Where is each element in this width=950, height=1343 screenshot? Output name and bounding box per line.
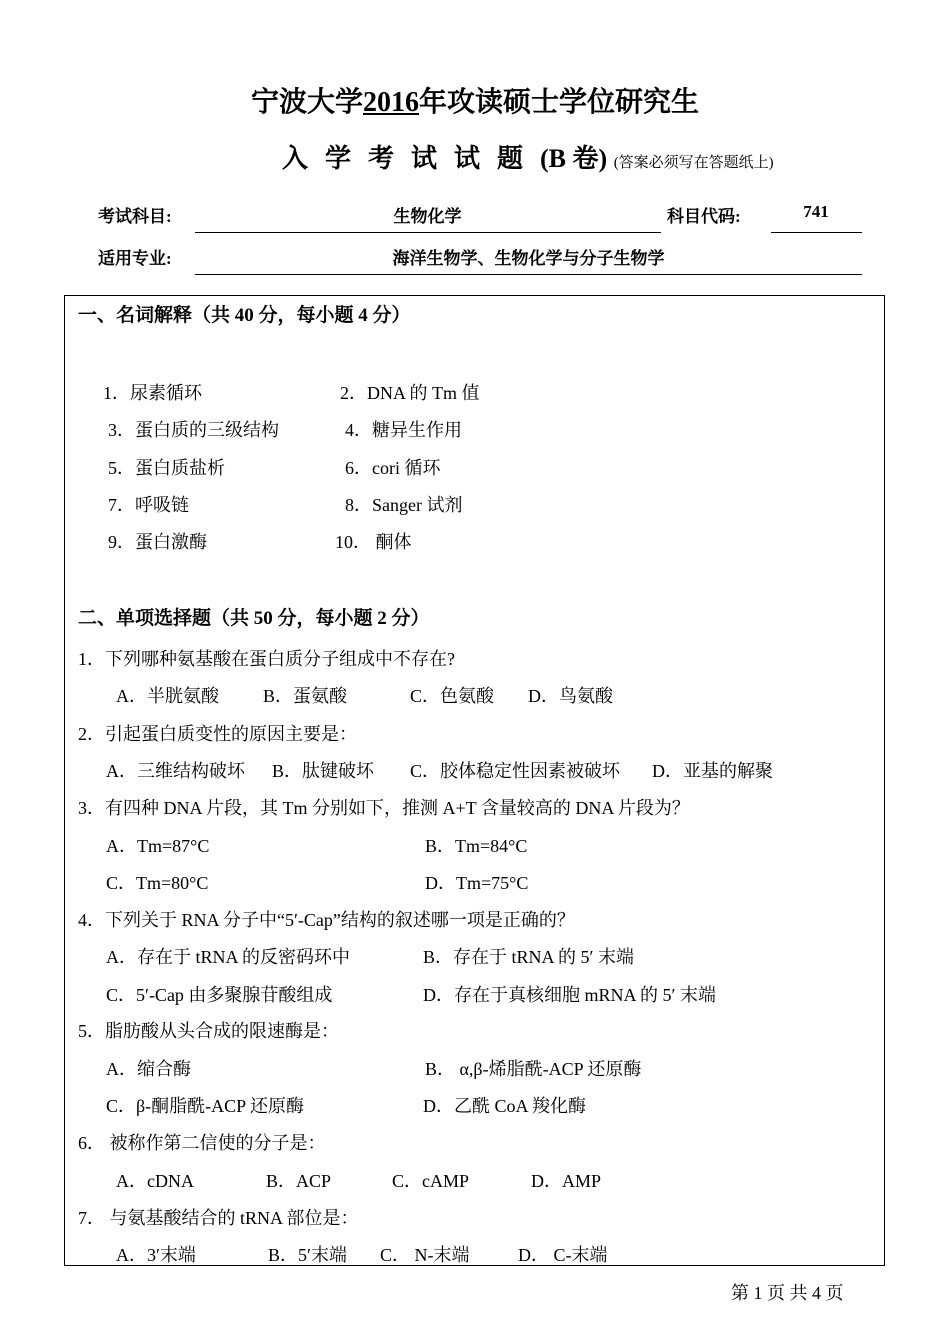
- subject-label: 考试科目:: [98, 207, 172, 226]
- option: D．乙酰 CoA 羧化酶: [423, 1096, 587, 1116]
- title-suffix: 年攻读硕士学位研究生: [419, 87, 700, 118]
- option: B．ACP: [266, 1171, 332, 1191]
- option: B．蛋氨酸: [263, 686, 348, 706]
- code-value: 741: [803, 202, 829, 221]
- option: B． α,β-烯脂酰-ACP 还原酶: [425, 1059, 642, 1079]
- subject-value: 生物化学: [393, 207, 462, 226]
- term-item: 2．DNA 的 Tm 值: [340, 383, 480, 403]
- major-underline: [195, 274, 862, 275]
- option: C．5′-Cap 由多聚腺苷酸组成: [106, 985, 333, 1005]
- option: C．色氨酸: [410, 686, 495, 706]
- subtitle-text: 入学考试试题: [282, 144, 541, 173]
- option: C．胶体稳定性因素被破坏: [410, 761, 621, 781]
- option: A．存在于 tRNA 的反密码环中: [106, 947, 351, 967]
- option: A．cDNA: [116, 1171, 194, 1191]
- subject-underline: [195, 232, 661, 233]
- exam-title: [0, 80, 950, 120]
- term-item: 8．Sanger 试剂: [345, 495, 463, 515]
- option: A．缩合酶: [106, 1059, 191, 1079]
- option: B．存在于 tRNA 的 5′ 末端: [423, 947, 634, 967]
- question-stem: 5．脂肪酸从头合成的限速酶是：: [78, 1021, 339, 1041]
- option: D．鸟氨酸: [528, 686, 613, 706]
- term-item: 10． 酮体: [335, 532, 412, 552]
- term-item: 9．蛋白激酶: [108, 532, 207, 552]
- title-prefix: 宁波大学: [250, 87, 363, 118]
- option: C． N-末端: [380, 1245, 470, 1265]
- option: D．亚基的解聚: [652, 761, 773, 781]
- code-label: 科目代码:: [667, 207, 741, 226]
- option: C．Tm=80°C: [106, 873, 209, 893]
- option: D．存在于真核细胞 mRNA 的 5′ 末端: [423, 985, 716, 1005]
- option: A．3′末端: [116, 1245, 196, 1265]
- question-stem: 4．下列关于 RNA 分子中“5′-Cap”结构的叙述哪一项是正确的？: [78, 910, 575, 930]
- option: D． C-末端: [518, 1245, 608, 1265]
- term-item: 1．尿素循环: [103, 383, 202, 403]
- option: C．β-酮脂酰-ACP 还原酶: [106, 1096, 304, 1116]
- question-stem: 2．引起蛋白质变性的原因主要是：: [78, 724, 357, 744]
- option: A．半胱氨酸: [116, 686, 219, 706]
- term-item: 7．呼吸链: [108, 495, 189, 515]
- option: C．cAMP: [392, 1171, 470, 1191]
- section1-heading: 一、名词解释（共 40 分，每小题 4 分）: [78, 305, 411, 326]
- term-item: 6．cori 循环: [345, 458, 441, 478]
- option: B．Tm=84°C: [425, 836, 528, 856]
- major-label: 适用专业:: [98, 249, 172, 268]
- title-year: 2016: [363, 87, 419, 118]
- option: A．Tm=87°C: [106, 836, 210, 856]
- option: A．三维结构破坏: [106, 761, 245, 781]
- term-item: 3．蛋白质的三级结构: [108, 420, 279, 440]
- option: D．Tm=75°C: [425, 873, 529, 893]
- option: B．肽键破坏: [272, 761, 375, 781]
- major-value: 海洋生物学、生物化学与分子生物学: [392, 249, 665, 268]
- question-stem: 7． 与氨基酸结合的 tRNA 部位是：: [78, 1208, 359, 1228]
- option: D．AMP: [531, 1171, 602, 1191]
- term-item: 4．糖异生作用: [345, 420, 462, 440]
- section2-heading: 二、单项选择题（共 50 分，每小题 2 分）: [78, 608, 430, 629]
- option: B．5′末端: [268, 1245, 347, 1265]
- question-stem: 1．下列哪种氨基酸在蛋白质分子组成中不存在?: [78, 649, 455, 669]
- answer-note: (答案必须写在答题纸上): [613, 155, 774, 171]
- code-underline: [771, 232, 862, 233]
- paper-version: (B 卷): [540, 144, 608, 173]
- page-number: 第 1 页 共 4 页: [731, 1283, 844, 1303]
- question-stem: 3．有四种 DNA 片段，其 Tm 分别如下，推测 A+T 含量较高的 DNA 片段为？: [78, 798, 690, 818]
- question-stem: 6． 被称作第二信使的分子是：: [78, 1133, 326, 1153]
- exam-subtitle: [282, 138, 774, 175]
- term-item: 5．蛋白质盐析: [108, 458, 225, 478]
